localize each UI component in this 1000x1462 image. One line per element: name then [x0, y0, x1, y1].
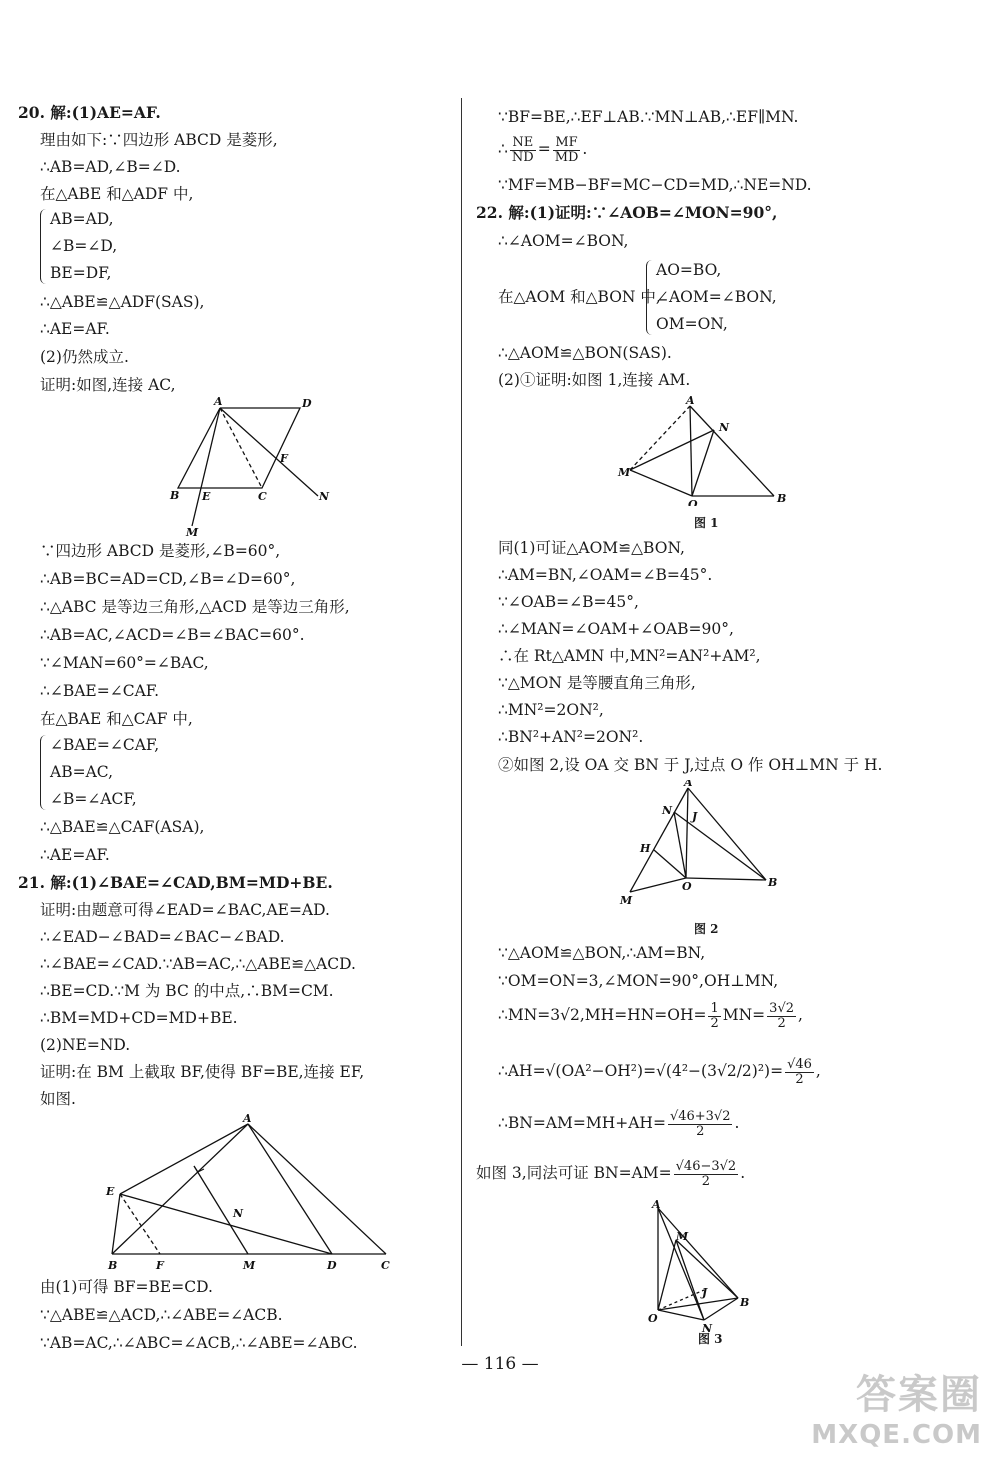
point-label: O	[648, 1312, 658, 1325]
numerator: MF	[553, 136, 581, 151]
text-line: ∴∠AOM=∠BON,	[498, 232, 629, 250]
text-fragment: .	[582, 140, 588, 158]
fraction	[767, 1002, 796, 1031]
figure-3	[644, 1200, 764, 1332]
text-line: ∴AE=AF.	[40, 320, 110, 338]
text-line: ∴△ABC 是等边三角形,△ACD 是等边三角形,	[40, 598, 350, 616]
text-line: ∴∠BAE=∠CAD.∵AB=AC,∴△ABE≌△ACD.	[40, 955, 356, 973]
text-fragment: ∴MN=3√2,MH=HN=OH=	[498, 1006, 707, 1024]
brace-bracket	[40, 209, 47, 284]
text-line: ∴△BAE≌△CAF(ASA),	[40, 818, 205, 836]
fraction	[674, 1160, 739, 1189]
text-line: ∵四边形 ABCD 是菱形,∠B=60°,	[40, 542, 281, 560]
text-line: ∵△AOM≌△BON,∴AM=BN,	[498, 944, 706, 962]
text-line: ∴△AOM≌△BON(SAS).	[498, 344, 672, 362]
text-fragment: 如图 3,同法可证 BN=AM=	[476, 1164, 672, 1182]
denominator: 2	[795, 1071, 804, 1087]
point-label: E	[106, 1185, 115, 1198]
text-line: ∴BN²+AN²=2ON².	[498, 728, 644, 746]
text-line: (2)①证明:如图 1,连接 AM.	[498, 371, 691, 389]
brace-row: ∠BAE=∠CAF,	[50, 736, 160, 754]
column-divider	[461, 98, 462, 1346]
figure-2	[616, 780, 796, 910]
text-line: (2)仍然成立.	[40, 348, 129, 366]
numerator: 1	[710, 1000, 719, 1016]
text-fragment: MN=	[722, 1006, 766, 1024]
fraction	[785, 1058, 814, 1087]
text-line: ∴△ABE≌△ADF(SAS),	[40, 293, 205, 311]
numerator: √46	[787, 1056, 812, 1072]
denominator: 2	[701, 1173, 711, 1189]
brace-row: ∠B=∠ACF,	[50, 790, 137, 808]
point-label: A	[686, 396, 695, 407]
brace-bracket	[40, 735, 47, 810]
denominator: MD	[554, 149, 579, 165]
text-line: ②如图 2,设 OA 交 BN 于 J,过点 O 作 OH⊥MN 于 H.	[498, 756, 883, 774]
point-label: J	[702, 1286, 708, 1299]
text-fragment: ∴	[498, 140, 508, 158]
text-line: ∴在 Rt△AMN 中,MN²=AN²+AM²,	[498, 647, 761, 665]
point-label: B	[768, 876, 778, 889]
text-line: 在△ABE 和△ADF 中,	[40, 185, 194, 203]
point-label: A	[684, 780, 693, 789]
point-label: D	[302, 397, 312, 410]
text-line: ∴MN²=2ON²,	[498, 701, 604, 719]
brace-system	[40, 206, 117, 287]
denominator: 2	[710, 1015, 719, 1031]
text-fragment: .	[734, 1114, 740, 1132]
point-label: N	[702, 1322, 713, 1332]
point-label: B	[170, 489, 180, 502]
text-line: 证明:由题意可得∠EAD=∠BAC,AE=AD.	[40, 901, 330, 919]
page-number: — 116 —	[461, 1354, 539, 1374]
text-line: 理由如下:∵四边形 ABCD 是菱形,	[40, 131, 278, 149]
numerator: √46−3√2	[675, 1158, 737, 1174]
figure-caption: 图 3	[698, 1332, 723, 1346]
watermark-url: MXQE.COM	[811, 1420, 982, 1450]
text-line: ∵∠MAN=60°=∠BAC,	[40, 654, 209, 672]
text-line: 由(1)可得 BF=BE=CD.	[40, 1278, 213, 1296]
point-label: O	[682, 880, 692, 893]
text-line: ∵AB=AC,∴∠ABC=∠ACB,∴∠ABE=∠ABC.	[40, 1334, 358, 1352]
point-label: M	[186, 526, 199, 536]
point-label: O	[688, 498, 698, 506]
text-fragment: ,	[798, 1006, 803, 1024]
text-line: ∴AB=AD,∠B=∠D.	[40, 158, 181, 176]
watermark-logo	[811, 1363, 982, 1450]
point-label: A	[243, 1114, 252, 1125]
formula-line	[476, 1054, 821, 1088]
brace-row: BE=DF,	[50, 264, 112, 282]
text-fragment: ∴BN=AM=MH+AH=	[498, 1114, 666, 1132]
point-label: A	[652, 1200, 661, 1211]
text-line: ∵△MON 是等腰直角三角形,	[498, 674, 696, 692]
point-label: C	[381, 1259, 390, 1272]
brace-system	[646, 257, 777, 338]
fraction	[708, 1002, 720, 1031]
text-line: (2)NE=ND.	[40, 1036, 131, 1054]
brace-row: ∠AOM=∠BON,	[656, 288, 777, 306]
text-line: 在△AOM 和△BON 中,	[498, 288, 661, 306]
point-label: J	[692, 810, 698, 823]
text-line: ∵△ABE≌△ACD,∴∠ABE=∠ACB.	[40, 1306, 283, 1324]
brace-row: ∠B=∠D,	[50, 237, 118, 255]
point-label: F	[156, 1259, 164, 1272]
denominator: 2	[777, 1015, 786, 1031]
text-line: 如图.	[40, 1090, 76, 1108]
q22-heading: 22. 解:(1)证明:∵∠AOB=∠MON=90°,	[476, 203, 778, 222]
point-label: M	[676, 1230, 689, 1243]
numerator: NE	[510, 136, 536, 151]
point-label: E	[202, 490, 211, 503]
point-label: M	[620, 894, 633, 907]
text-fragment: .	[740, 1164, 746, 1182]
text-line: ∵MF=MB−BF=MC−CD=MD,∴NE=ND.	[498, 176, 812, 194]
ratio-line	[476, 132, 587, 166]
denominator: 2	[696, 1123, 705, 1139]
watermark-text: 答案圈	[856, 1372, 982, 1418]
text-line: 证明:在 BM 上截取 BF,使得 BF=BE,连接 EF,	[40, 1063, 365, 1081]
brace-row: AB=AD,	[50, 210, 114, 228]
text-line: ∴AE=AF.	[40, 846, 110, 864]
fraction	[668, 1110, 733, 1139]
point-label: N	[719, 421, 730, 434]
text-line: 同(1)可证△AOM≌△BON,	[498, 539, 685, 557]
q20-heading: 20. 解:(1)AE=AF.	[18, 103, 161, 122]
text-line: ∵OM=ON=3,∠MON=90°,OH⊥MN,	[498, 972, 779, 990]
denominator: ND	[511, 149, 534, 165]
text-line: ∴AB=BC=AD=CD,∠B=∠D=60°,	[40, 570, 296, 588]
brace-system	[40, 732, 159, 813]
text-line: ∴BM=MD+CD=MD+BE.	[40, 1009, 238, 1027]
text-fragment: =	[537, 140, 551, 158]
point-label: A	[214, 396, 223, 408]
point-label: B	[108, 1259, 118, 1272]
text-line: 在△BAE 和△CAF 中,	[40, 710, 193, 728]
figure-caption: 图 2	[694, 922, 719, 936]
point-label: B	[740, 1296, 750, 1309]
numerator: √46+3√2	[669, 1108, 731, 1124]
text-line: ∵BF=BE,∴EF⊥AB.∵MN⊥AB,∴EF∥MN.	[498, 108, 799, 126]
formula-line	[476, 1156, 745, 1190]
text-line: ∴∠BAE=∠CAF.	[40, 682, 160, 700]
figure-q21	[98, 1114, 398, 1274]
figure-caption: 图 1	[694, 516, 719, 530]
formula-line	[476, 1106, 739, 1140]
text-fragment: ∴AH=√(OA²−OH²)=√(4²−(3√2/2)²)=	[498, 1062, 784, 1080]
point-label: H	[640, 842, 651, 855]
text-line: ∵∠OAB=∠B=45°,	[498, 593, 639, 611]
numerator: 3√2	[769, 1000, 794, 1016]
point-label: N	[233, 1207, 244, 1220]
formula-line	[476, 998, 803, 1032]
point-label: F	[280, 452, 288, 465]
point-label: M	[618, 466, 631, 479]
point-label: C	[258, 490, 267, 503]
point-label: N	[662, 804, 673, 817]
text-line: ∴∠MAN=∠OAM+∠OAB=90°,	[498, 620, 734, 638]
brace-bracket	[646, 260, 653, 335]
text-line: ∴AM=BN,∠OAM=∠B=45°.	[498, 566, 713, 584]
point-label: D	[327, 1259, 337, 1272]
text-line: 证明:如图,连接 AC,	[40, 376, 176, 394]
text-line: ∴∠EAD−∠BAD=∠BAC−∠BAD.	[40, 928, 285, 946]
q21-heading: 21. 解:(1)∠BAE=∠CAD,BM=MD+BE.	[18, 873, 333, 892]
text-line: ∴AB=AC,∠ACD=∠B=∠BAC=60°.	[40, 626, 305, 644]
point-label: B	[777, 492, 787, 505]
fraction	[553, 136, 581, 165]
point-label: M	[243, 1259, 256, 1272]
text-fragment: ,	[815, 1062, 821, 1080]
point-label: N	[319, 490, 330, 503]
figure-1	[612, 396, 792, 506]
figure-rhombus	[158, 396, 348, 536]
fraction	[510, 136, 536, 165]
text-line: ∴BE=CD.∵M 为 BC 的中点,∴BM=CM.	[40, 982, 334, 1000]
brace-row: AB=AC,	[50, 763, 113, 781]
brace-row: OM=ON,	[656, 315, 728, 333]
brace-row: AO=BO,	[656, 261, 722, 279]
